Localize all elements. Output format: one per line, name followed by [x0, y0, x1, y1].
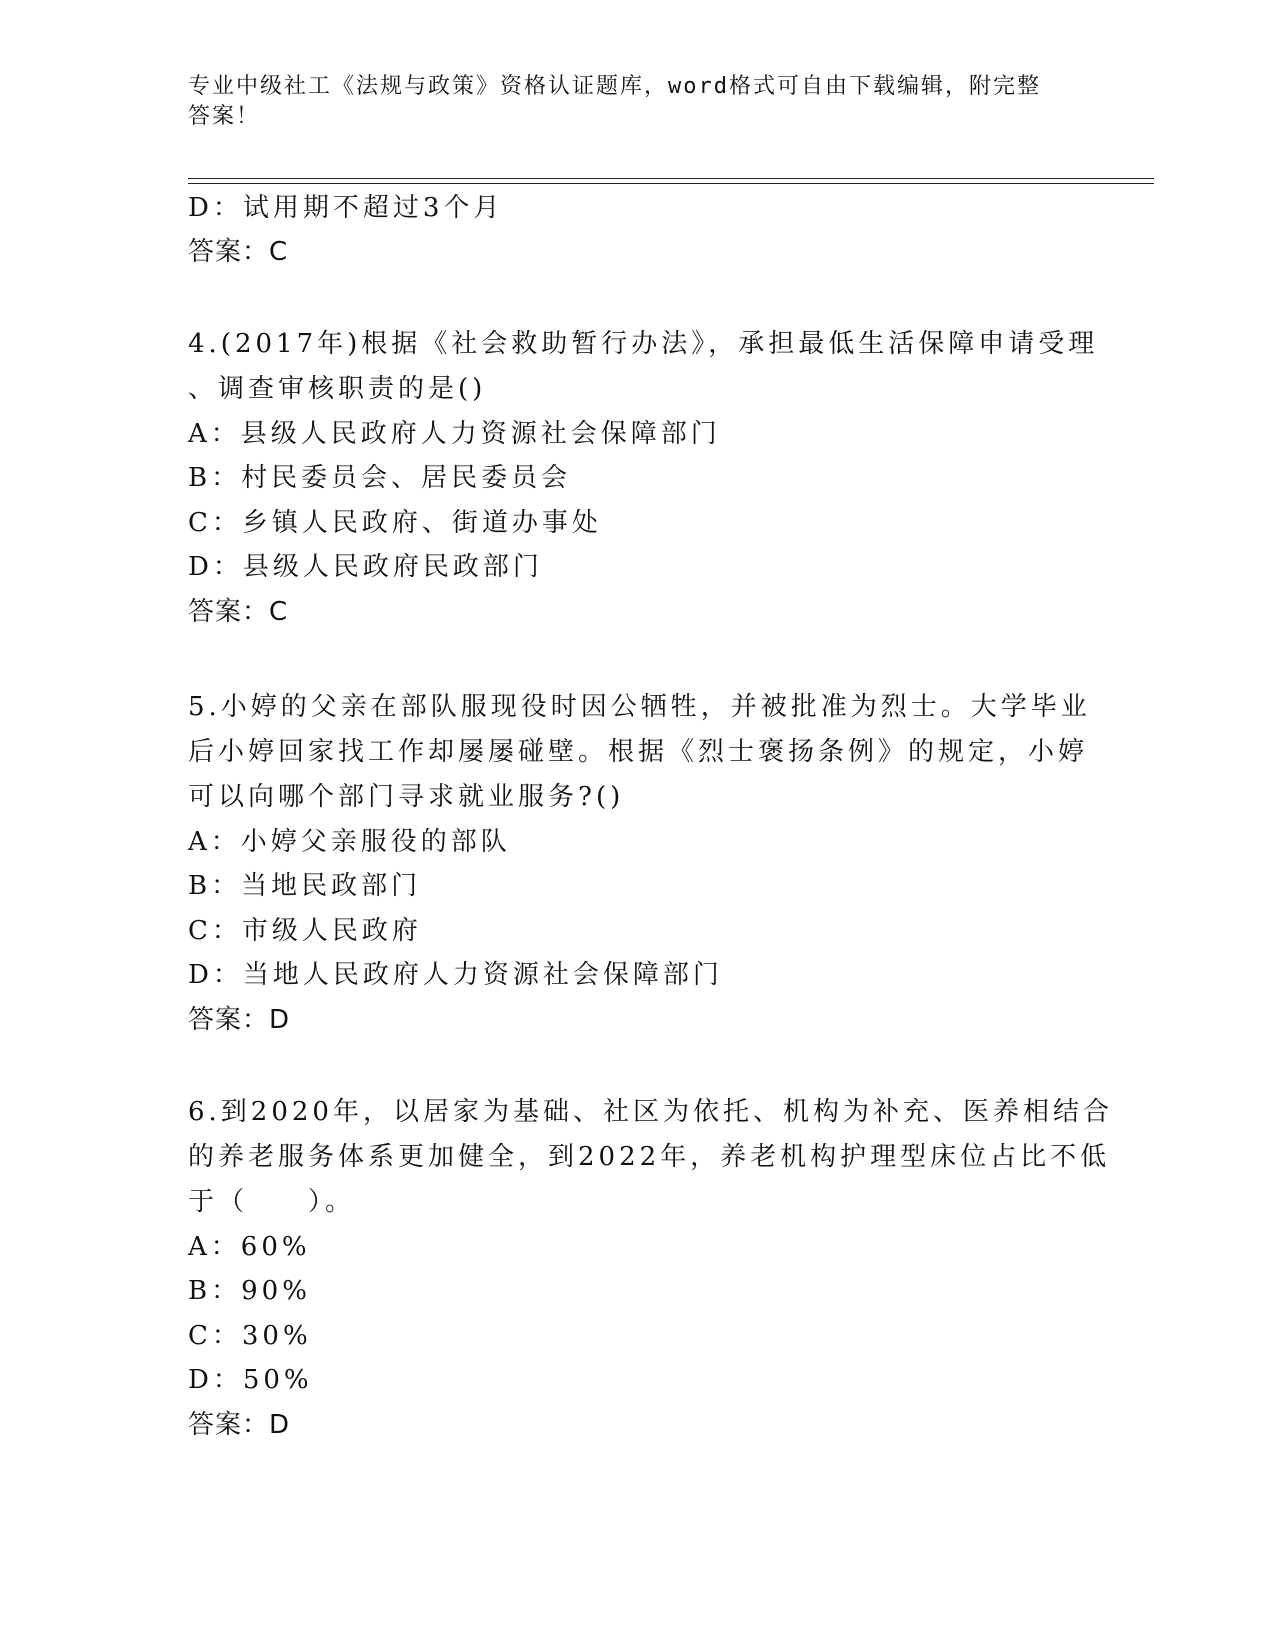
- document-header: [188, 72, 1068, 132]
- q4-option-d: D：县级人民政府民政部门: [188, 552, 543, 582]
- q5-option-a: A：小婷父亲服役的部队: [188, 827, 511, 857]
- q6-option-b: B：90%: [188, 1276, 311, 1306]
- q5-option-d: D：当地人民政府人力资源社会保障部门: [188, 960, 723, 990]
- q5-stem-line-1: 5.小婷的父亲在部队服现役时因公牺牲，并被批准为烈士。大学毕业: [188, 692, 1091, 722]
- q6-option-a: A：60%: [188, 1232, 311, 1262]
- header-line-1: 专业中级社工《法规与政策》资格认证题库，word格式可自由下载编辑，附完整: [188, 74, 1041, 99]
- q5-option-c: C：市级人民政府: [188, 916, 422, 946]
- prev-option-d: D：试用期不超过3个月: [188, 193, 504, 223]
- q4-option-c: C：乡镇人民政府、街道办事处: [188, 508, 602, 538]
- q6-stem-line-3: 于（ ）。: [188, 1187, 356, 1217]
- q4-stem-line-2: 、调查审核职责的是(): [188, 374, 487, 404]
- q6-answer: 答案：D: [188, 1410, 291, 1440]
- q4-option-a: A：县级人民政府人力资源社会保障部门: [188, 419, 721, 449]
- q5-stem-line-3: 可以向哪个部门寻求就业服务?(): [188, 782, 625, 812]
- q6-stem-line-1: 6.到2020年，以居家为基础、社区为依托、机构为补充、医养相结合: [188, 1097, 1113, 1127]
- q6-option-d: D：50%: [188, 1365, 313, 1395]
- header-divider-bottom: [188, 183, 1154, 184]
- q4-answer: 答案：C: [188, 597, 289, 627]
- prev-answer: 答案：C: [188, 237, 289, 267]
- header-divider-top: [188, 178, 1154, 179]
- q5-answer: 答案：D: [188, 1005, 291, 1035]
- q5-option-b: B：当地民政部门: [188, 871, 422, 901]
- q6-stem-line-2: 的养老服务体系更加健全，到2022年，养老机构护理型床位占比不低: [188, 1142, 1111, 1172]
- q5-stem-line-2: 后小婷回家找工作却屡屡碰壁。根据《烈士褒扬条例》的规定，小婷: [188, 737, 1089, 767]
- q6-option-c: C：30%: [188, 1321, 312, 1351]
- q4-stem-line-1: 4.(2017年)根据《社会救助暂行办法》，承担最低生活保障申请受理: [188, 329, 1099, 359]
- header-line-2: 答案！: [188, 104, 261, 129]
- q4-option-b: B：村民委员会、居民委员会: [188, 463, 572, 493]
